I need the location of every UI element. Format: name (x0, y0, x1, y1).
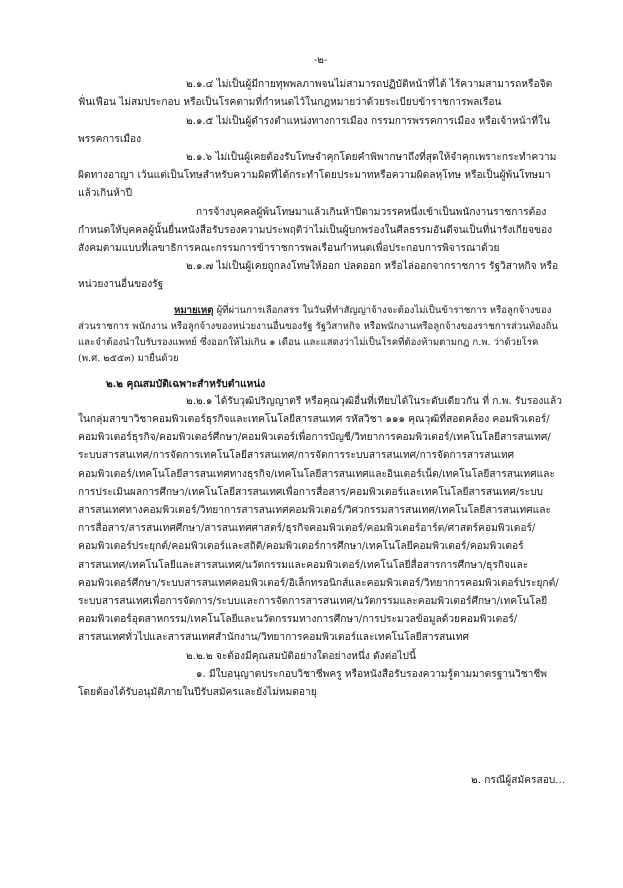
clause-2-1-6: ๒.๑.๖ ไม่เป็นผู้เคยต้องรับโทษจำคุกโดยคำพิพากษาถึงที่สุดให้จำคุกเพราะกระทำความผิดทางอาญา เว้นแต่เป็นโทษสำหรับความผิดที่ได้กระทำโดยประมาทหรือความผิดลหุโทษ หรือเป็นผู้พ้นโทษมาแล้วเกินห้าปี (78, 152, 557, 200)
clause-2-1-4: ๒.๑.๔ ไม่เป็นผู้มีกายทุพพลภาพจนไม่สามารถปฏิบัติหน้าที่ได้ ไร้ความสามารถหรือจิตฟั่นเฟือน ไม่สมประกอบ หรือเป็นโรคตามที่กำหนดไว้ในกฎหมายว่าด้วยระเบียบข้าราชการพลเรือน (78, 79, 553, 109)
note-text: ผู้ที่ผ่านการเลือกสรร ในวันที่ทำสัญญาจ้างจะต้องไม่เป็นข้าราชการ หรือลูกจ้างของส่วนราชการ พนักงาน หรือลูกจ้างของหน่วยงานอื่นของรัฐ รัฐวิสาหกิจ หรือพนักงานหรือลูกจ้างของราชการส่วนท้องถิ่น และจำต้องนำใบรับรองแพทย์ ซึ่งออกให้ไม่เกิน ๑ เดือน และแสดงว่าไม่เป็นโรคที่ต้องห้ามตามกฎ ก.พ. ว่าด้วยโรค (พ.ศ. ๒๕๕๓) มายื่นด้วย (78, 304, 558, 364)
clause-2-2-2: ๒.๒.๒ จะต้องมีคุณสมบัติอย่างใดอย่างหนึ่ง ดังต่อไปนี้ (186, 650, 416, 662)
clause-2-1-6-paragraph: การจ้างบุคคลผู้พ้นโทษมาแล้วเกินห้าปีตามวรรคหนึ่งเข้าเป็นพนักงานราชการต้องกำหนดให้บุคคลผู้นั้นยื่นหนังสือรับรองความประพฤติว่าไม่เป็นผู้บกพร่องในศีลธรรมอันดีจนเป็นที่น่ารังเกียจของสังคมตามแบบที่เลขาธิการคณะกรรมการข้าราชการพลเรือนกำหนดเพื่อประกอบการพิจารณาด้วย (78, 206, 553, 255)
next-page-continuation: ๒. กรณีผู้สมัครสอบ... (471, 775, 565, 786)
clause-2-2-2-item-1: ๑. มีใบอนุญาตประกอบวิชาชีพครู หรือหนังสือรับรองความรู้ตามมาตรฐานวิชาชีพโดยต้องได้รับอนุมัติภายในปีรับสมัครและยังไม่หมดอายุ (78, 668, 547, 699)
clause-2-1-7: ๒.๑.๗ ไม่เป็นผู้เคยถูกลงโทษให้ออก ปลดออก หรือไล่ออกจากราชการ รัฐวิสาหกิจ หรือหน่วยงานอื่นของรัฐ (78, 261, 559, 291)
page-number: -๒- (313, 55, 328, 66)
section-2-2-heading: ๒.๒ คุณสมบัติเฉพาะสำหรับตำแหน่ง (106, 377, 266, 390)
clause-2-2-1: ๒.๒.๑ ได้รับวุฒิปริญญาตรี หรือคุณวุฒิอื่นที่เทียบได้ในระดับเดียวกัน ที่ ก.พ. รับรองแล้วในกลุ่มสาขาวิชาคอมพิวเตอร์ธุรกิจและเทคโนโลยีสารสนเทศ รหัสวิชา ๑๑๑ คุณวุฒิที่สอดคล้อง คอมพิวเตอร์/คอมพิวเตอร์ธุรกิจ/คอมพิวเตอร์ศึกษา/คอมพิวเตอร์เพื่อการบัญชี/วิทยาการคอมพิวเตอร์/เทคโนโลยีสารสนเทศ/ระบบสารสนเทศ/การจัดการเทคโนโลยีสารสนเทศ/การจัดการระบบสารสนเทศ/การจัดการสารสนเทศคอมพิวเตอร์/เทคโนโลยีสารสนเทศทางธุรกิจ/เทคโนโลยีสารสนเทศและอินเตอร์เน็ต/เทคโนโลยีสารสนเทศและการประเมินผลการศึกษา/เทคโนโลยีสารสนเทศเพื่อการสื่อสาร/คอมพิวเตอร์และเทคโนโลยีสารสนเทศ/ระบบสารสนเทศทางคอมพิวเตอร์/วิทยาการสารสนเทศคอมพิวเตอร์/วิศวกรรมสารสนเทศ/เทคโนโลยีสารสนเทศและการสื่อสาร/สารสนเทศศึกษา/สารสนเทศศาสตร์/ธุรกิจคอมพิวเตอร์/คอมพิวเตอร์อาร์ต/ศาสตร์คอมพิวเตอร์/คอมพิวเตอร์ประยุกต์/คอมพิวเตอร์และสถิติ/คอมพิวเตอร์การศึกษา/เทคโนโลยีคอมพิวเตอร์/คอมพิวเตอร์สารสนเทศ/เทคโนโลยีและสารสนเทศ/นวัตกรรมและคอมพิวเตอร์/เทคโนโลยีสื่อสารการศึกษา/ธุรกิจและคอมพิวเตอร์ศึกษา/ระบบสารสนเทศคอมพิวเตอร์/อิเล็กทรอนิกส์และคอมพิวเตอร์/วิทยาการคอมพิวเตอร์ประยุกต์/ระบบสารสนเทศเพื่อการจัดการ/ระบบและการจัดการสารสนเทศ/นวัตกรรมและคอมพิวเตอร์ศึกษา/เทคโนโลยีคอมพิวเตอร์อุตสาหกรรม/เทคโนโลยีและนวัตกรรมทางการศึกษา/การประมวลข้อมูลด้วยคอมพิวเตอร์/สารสนเทศทั่วไปและสารสนเทศสำนักงาน/วิทยาการคอมพิวเตอร์และเทคโนโลยีสารสนเทศ (78, 395, 562, 644)
note-paragraph (78, 303, 563, 367)
note-label: หมายเหตุ (174, 304, 214, 316)
clause-2-1-5: ๒.๑.๕ ไม่เป็นผู้ดำรงตำแหน่งทางการเมือง กรรมการพรรคการเมือง หรือเจ้าหน้าที่ในพรรคการเมือง (78, 115, 551, 145)
